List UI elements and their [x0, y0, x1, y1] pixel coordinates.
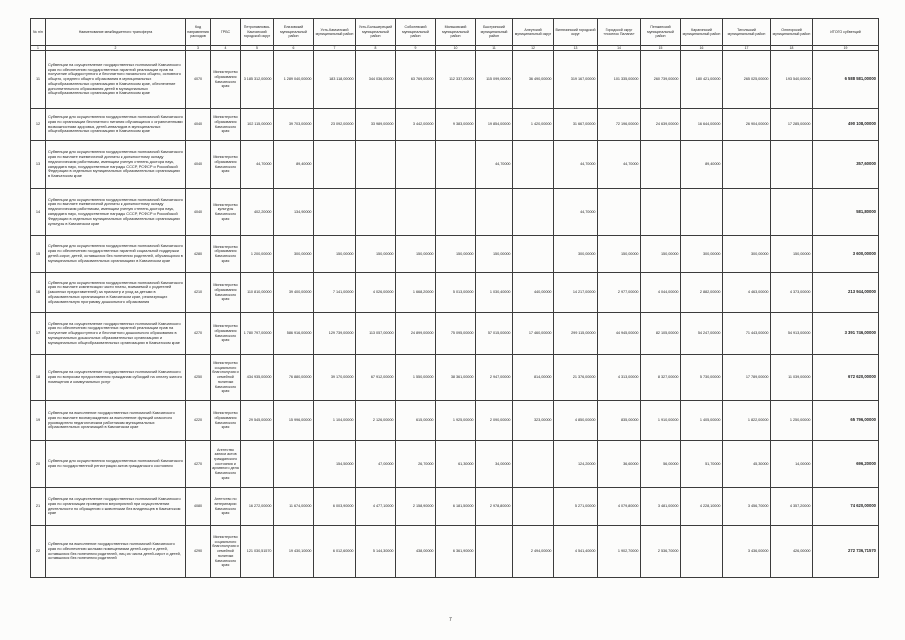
- municipality-amount: 814,00000: [513, 355, 554, 401]
- municipality-amount: [436, 141, 476, 189]
- municipality-amount: [314, 189, 356, 236]
- municipality-amount: 1 822,00000: [723, 401, 771, 441]
- column-header: Олюторский муниципальный район: [771, 19, 813, 46]
- municipality-amount: 89,40000: [274, 141, 314, 189]
- column-number: 16: [681, 46, 723, 51]
- table-row: [31, 526, 879, 578]
- municipality-amount: 26,70000: [396, 441, 436, 488]
- row-total: 696,20000: [813, 441, 879, 488]
- municipality-amount: 115 099,00000: [476, 51, 513, 109]
- municipality-amount: 1 030,40000: [476, 273, 513, 313]
- subvention-name: Субвенции на осуществление государственных полномочий Камчатского края по вопросам предоставления гражданам субсидий на оплату жилого помещения и коммунальных услуг: [46, 355, 186, 401]
- row-number: 17: [31, 313, 46, 355]
- municipality-amount: [513, 488, 554, 526]
- municipality-amount: 11 674,00000: [274, 488, 314, 526]
- municipality-amount: 150,00000: [396, 236, 436, 273]
- column-number: 13: [554, 46, 598, 51]
- grbs-name: Министерство образования Камчатского края: [211, 273, 241, 313]
- table-row: [31, 401, 879, 441]
- expense-code: 4070: [186, 51, 211, 109]
- municipality-amount: [641, 189, 681, 236]
- column-number: 17: [723, 46, 771, 51]
- municipality-amount: 4 477,10000: [356, 488, 396, 526]
- municipality-amount: 1 550,00000: [396, 355, 436, 401]
- municipality-amount: 29 545,00000: [241, 401, 274, 441]
- municipality-amount: 1 200,00000: [241, 236, 274, 273]
- municipality-amount: 4 044,00000: [641, 273, 681, 313]
- municipality-amount: 2 947,00000: [476, 355, 513, 401]
- municipality-amount: 14,00000: [771, 441, 813, 488]
- municipality-amount: 1 925,00000: [436, 401, 476, 441]
- municipality-amount: 44 945,00000: [598, 313, 641, 355]
- municipality-amount: 6 012,60000: [314, 526, 356, 578]
- column-number: 2: [46, 46, 186, 51]
- municipality-amount: [476, 189, 513, 236]
- grbs-name: Министерство образования Камчатского края: [211, 109, 241, 141]
- municipality-amount: 63 769,00000: [396, 51, 436, 109]
- row-total: 3 391 746,00000: [813, 313, 879, 355]
- municipality-amount: 1 250,00000: [771, 401, 813, 441]
- expense-code: 4040: [186, 109, 211, 141]
- municipality-amount: 7 141,00000: [314, 273, 356, 313]
- municipality-amount: 75 095,00000: [436, 313, 476, 355]
- municipality-amount: 4 463,00000: [723, 273, 771, 313]
- column-number: 6: [274, 46, 314, 51]
- municipality-amount: 17 285,00000: [771, 109, 813, 141]
- table-row: [31, 441, 879, 488]
- municipality-amount: [771, 141, 813, 189]
- municipality-amount: 154,50000: [314, 441, 356, 488]
- municipality-amount: 323,00000: [513, 401, 554, 441]
- page-number: 7: [449, 617, 452, 623]
- subvention-name: Субвенции для осуществления государственных полномочий Камчатского края по организации бесплатного питания обучающихся с ограниченными возможностями здоровья, детей-инвалидов в муниципальных общеобразовательных организациях в Камчатском крае: [46, 109, 186, 141]
- municipality-amount: 440,00000: [513, 273, 554, 313]
- row-number: 20: [31, 441, 46, 488]
- column-number: 10: [436, 46, 476, 51]
- column-header: Карагинский муниципальный район: [681, 19, 723, 46]
- municipality-amount: 3 185 312,00000: [241, 51, 274, 109]
- municipality-amount: 4 541,40000: [554, 526, 598, 578]
- municipality-amount: 121 030,51570: [241, 526, 274, 578]
- municipality-amount: 8 327,00000: [641, 355, 681, 401]
- municipality-amount: 124,20000: [554, 441, 598, 488]
- column-number: 18: [771, 46, 813, 51]
- expense-code: 4250: [186, 355, 211, 401]
- municipality-amount: 67 912,00000: [356, 355, 396, 401]
- municipality-amount: 1 910,00000: [641, 401, 681, 441]
- subvention-name: Субвенции для осуществления государственных полномочий Камчатского края по обеспечению государственных гарантий социальной поддержки детей-сирот, детей, оставшихся без попечения родителей, обучающихся в муниципальных образовательных организациях в Камчатском крае: [46, 236, 186, 273]
- municipality-amount: 102 115,00000: [241, 109, 274, 141]
- column-number: 15: [641, 46, 681, 51]
- column-header: Быстринский муниципальный район: [476, 19, 513, 46]
- grbs-name: Министерство образования Камчатского края: [211, 236, 241, 273]
- municipality-amount: 61,30000: [436, 441, 476, 488]
- expense-code: 4080: [186, 488, 211, 526]
- subvention-name: Субвенции на выполнение государственных полномочий Камчатского края по обеспечению жилыми помещениями детей-сирот и детей, оставшихся без попечения родителей, лиц из числа детей-сирот и детей, оставшихся без попечения родителей: [46, 526, 186, 578]
- municipality-amount: 5 144,30000: [356, 526, 396, 578]
- row-total: 65 796,00000: [813, 401, 879, 441]
- subvention-name: Субвенции на выполнение государственных полномочий Камчатского края по выплате вознаграждения за выполнение функций классного руководителя педагогическим работникам муниципальных образовательных организаций в Камчатском крае: [46, 401, 186, 441]
- municipality-amount: 24 639,00000: [641, 109, 681, 141]
- municipality-amount: 9 383,00000: [436, 109, 476, 141]
- municipality-amount: 344 036,00000: [356, 51, 396, 109]
- municipality-amount: 4 228,10000: [681, 488, 723, 526]
- municipality-amount: [356, 189, 396, 236]
- expense-code: 4270: [186, 441, 211, 488]
- municipality-amount: 54 247,00000: [681, 313, 723, 355]
- municipality-amount: 150,00000: [476, 236, 513, 273]
- table-row: [31, 51, 879, 109]
- municipality-amount: 6 003,90000: [314, 488, 356, 526]
- municipality-amount: 835,00000: [598, 401, 641, 441]
- municipality-amount: 56,00000: [641, 441, 681, 488]
- municipality-amount: 112 337,00000: [436, 51, 476, 109]
- row-number: 21: [31, 488, 46, 526]
- expense-code: 4220: [186, 401, 211, 441]
- municipality-amount: 193 540,00000: [771, 51, 813, 109]
- grbs-name: Министерство культуры Камчатского края: [211, 189, 241, 236]
- municipality-amount: 19 854,00000: [476, 109, 513, 141]
- municipality-amount: 11 039,00000: [771, 355, 813, 401]
- row-total: 357,60000: [813, 141, 879, 189]
- municipality-amount: 4 850,00000: [554, 401, 598, 441]
- table-header: [31, 19, 879, 51]
- municipality-amount: 45,30000: [723, 441, 771, 488]
- municipality-amount: [513, 141, 554, 189]
- row-total: 6 588 581,00000: [813, 51, 879, 109]
- row-total: 672 620,00000: [813, 355, 879, 401]
- column-header: Код направления расходов: [186, 19, 211, 46]
- subvention-distribution-table: [30, 18, 879, 578]
- municipality-amount: 2 536,70000: [641, 526, 681, 578]
- municipality-amount: [476, 526, 513, 578]
- municipality-amount: 16 272,00000: [241, 488, 274, 526]
- row-number: 13: [31, 141, 46, 189]
- municipality-amount: 426,00000: [771, 526, 813, 578]
- municipality-amount: 38 361,00000: [436, 355, 476, 401]
- table-row: [31, 313, 879, 355]
- municipality-amount: 19 430,10000: [274, 526, 314, 578]
- column-header: Петропавловск-Камчатский городской округ: [241, 19, 274, 46]
- municipality-amount: 150,00000: [436, 236, 476, 273]
- column-header: Мильковский муниципальный район: [436, 19, 476, 46]
- municipality-amount: 1 289 040,00000: [274, 51, 314, 109]
- row-total: 581,80000: [813, 189, 879, 236]
- municipality-amount: 44,70000: [598, 141, 641, 189]
- municipality-amount: 113 057,00000: [356, 313, 396, 355]
- municipality-amount: 36 490,00000: [513, 51, 554, 109]
- table-row: [31, 236, 879, 273]
- municipality-amount: 402,20000: [241, 189, 274, 236]
- municipality-amount: 72 196,00000: [598, 109, 641, 141]
- municipality-amount: 438,00000: [396, 526, 436, 578]
- municipality-amount: 89,40000: [681, 141, 723, 189]
- municipality-amount: 2 494,00000: [513, 526, 554, 578]
- municipality-amount: 299 115,00000: [554, 313, 598, 355]
- column-number: 9: [396, 46, 436, 51]
- municipality-amount: 36,60000: [598, 441, 641, 488]
- municipality-amount: [274, 441, 314, 488]
- municipality-amount: 33 989,00000: [356, 109, 396, 141]
- column-header: Алеутский муниципальный округ: [513, 19, 554, 46]
- municipality-amount: 15 996,00000: [274, 401, 314, 441]
- row-number: 15: [31, 236, 46, 273]
- column-header: Наименование межбюджетного трансферта: [46, 19, 186, 46]
- municipality-amount: 1 902,70000: [598, 526, 641, 578]
- municipality-amount: 2 126,00000: [356, 401, 396, 441]
- municipality-amount: [396, 141, 436, 189]
- municipality-amount: 3 456,70000: [723, 488, 771, 526]
- municipality-amount: [241, 441, 274, 488]
- table-row: [31, 189, 879, 236]
- subvention-name: Субвенции на осуществление государственных полномочий Камчатского края по обеспечению государственных гарантий реализации прав на получение общедоступного и бесплатного дошкольного образования в муниципальных дошкольных образовательных организациях и муниципальных общеобразовательных организациях в Камчатском крае: [46, 313, 186, 355]
- column-header: ГРБС: [211, 19, 241, 46]
- municipality-amount: 24 899,00000: [396, 313, 436, 355]
- row-total: 213 944,00000: [813, 273, 879, 313]
- municipality-amount: [641, 141, 681, 189]
- municipality-amount: 51,70000: [681, 441, 723, 488]
- municipality-amount: 1 668,20000: [396, 273, 436, 313]
- grbs-name: Министерство образования Камчатского края: [211, 401, 241, 441]
- subvention-name: Субвенции для осуществления государственных полномочий Камчатского края по выплате ежемесячной доплаты к должностному окладу педагогическим работникам, имеющим ученую степень доктора наук, кандидата наук, государственные награды СССР, РСФСР и Российской Федерации в отдельных муниципальных образовательных организациях в Камчатском крае: [46, 141, 186, 189]
- municipality-amount: 4 026,00000: [356, 273, 396, 313]
- municipality-amount: [681, 189, 723, 236]
- municipality-amount: 44,70000: [554, 141, 598, 189]
- column-number: 14: [598, 46, 641, 51]
- municipality-amount: 300,00000: [554, 236, 598, 273]
- column-header: № п/п: [31, 19, 46, 46]
- municipality-amount: 4 357,20000: [771, 488, 813, 526]
- subvention-name: Субвенции на осуществление государственных полномочий Камчатского края по обеспечению государственных гарантий реализации прав на получение общедоступного и бесплатного начального общего, основного общего, среднего общего образования в муниципальных общеобразовательных организациях в Камчатском крае, обеспечение дополнительного образования детей в муниципальных общеобразовательных организациях в Камчатском крае: [46, 51, 186, 109]
- municipality-amount: 300,00000: [681, 236, 723, 273]
- header-row: [31, 19, 879, 46]
- municipality-amount: 300,00000: [274, 236, 314, 273]
- column-number: 8: [356, 46, 396, 51]
- row-total: 490 108,00000: [813, 109, 879, 141]
- municipality-amount: 14 217,00000: [554, 273, 598, 313]
- grbs-name: Министерство образования Камчатского края: [211, 313, 241, 355]
- municipality-amount: 21 376,00000: [554, 355, 598, 401]
- grbs-name: Агентство записи актов гражданского состояния и архивного дела Камчатского края: [211, 441, 241, 488]
- column-number: 12: [513, 46, 554, 51]
- municipality-amount: 44,70000: [476, 141, 513, 189]
- column-header: Городской округ «поселок Палана»: [598, 19, 641, 46]
- municipality-amount: 5 013,00000: [436, 273, 476, 313]
- municipality-amount: 1 405,00000: [681, 401, 723, 441]
- row-number: 19: [31, 401, 46, 441]
- municipality-amount: 150,00000: [356, 236, 396, 273]
- municipality-amount: 57 015,00000: [476, 313, 513, 355]
- municipality-amount: 150,00000: [314, 236, 356, 273]
- grbs-name: Агентство по ветеринарии Камчатского края: [211, 488, 241, 526]
- expense-code: 4210: [186, 273, 211, 313]
- municipality-amount: [356, 141, 396, 189]
- column-number: 5: [241, 46, 274, 51]
- municipality-amount: 3 436,00000: [723, 526, 771, 578]
- expense-code: 4040: [186, 141, 211, 189]
- column-number: 19: [813, 46, 879, 51]
- municipality-amount: 2 978,80000: [476, 488, 513, 526]
- municipality-amount: 3 442,00000: [396, 109, 436, 141]
- grbs-name: Министерство образования Камчатского края: [211, 141, 241, 189]
- municipality-amount: [723, 141, 771, 189]
- municipality-amount: 129 739,00000: [314, 313, 356, 355]
- municipality-amount: 1 780 797,00000: [241, 313, 274, 355]
- municipality-amount: 2 090,00000: [476, 401, 513, 441]
- subvention-name: Субвенции для осуществления государственных полномочий Камчатского края по выплате ежемесячной доплаты к должностному окладу педагогическим работникам, имеющим ученую степень доктора наук, кандидата наук, государственные награды СССР, РСФСР и Российской Федерации в отдельных муниципальных образовательных организациях культуры в Камчатском крае: [46, 189, 186, 236]
- municipality-amount: 44,70000: [554, 189, 598, 236]
- subvention-name: Субвенции на осуществление государственных полномочий Камчатского края по организации проведения мероприятий при осуществлении деятельности по обращению с животными без владельцев в Камчатском крае: [46, 488, 186, 526]
- column-number: 1: [31, 46, 46, 51]
- column-header: Усть-Большерецкий муниципальный район: [356, 19, 396, 46]
- municipality-amount: [771, 189, 813, 236]
- municipality-amount: 183 118,00000: [314, 51, 356, 109]
- municipality-amount: [681, 526, 723, 578]
- municipality-amount: 76 880,00000: [274, 355, 314, 401]
- municipality-amount: 16 644,00000: [681, 109, 723, 141]
- municipality-amount: 54 913,00000: [771, 313, 813, 355]
- row-number: 22: [31, 526, 46, 578]
- column-header: Тигильский муниципальный район: [723, 19, 771, 46]
- municipality-amount: 4 079,80000: [598, 488, 641, 526]
- column-number: 4: [211, 46, 241, 51]
- municipality-amount: 71 443,00000: [723, 313, 771, 355]
- municipality-amount: 150,00000: [771, 236, 813, 273]
- grbs-name: Министерство социального благополучия и семейной политики Камчатского края: [211, 526, 241, 578]
- municipality-amount: 39 703,00000: [274, 109, 314, 141]
- municipality-amount: 5 730,00000: [681, 355, 723, 401]
- municipality-amount: [396, 189, 436, 236]
- row-total: 74 620,00000: [813, 488, 879, 526]
- municipality-amount: 2 882,00000: [681, 273, 723, 313]
- municipality-amount: 134,90000: [274, 189, 314, 236]
- municipality-amount: 180 421,00000: [681, 51, 723, 109]
- municipality-amount: 47,00000: [356, 441, 396, 488]
- municipality-amount: 3 481,00000: [641, 488, 681, 526]
- municipality-amount: 26 904,00000: [723, 109, 771, 141]
- row-number: 12: [31, 109, 46, 141]
- column-number: 7: [314, 46, 356, 51]
- expense-code: 4040: [186, 189, 211, 236]
- column-header: Соболевский муниципальный район: [396, 19, 436, 46]
- municipality-amount: 265 025,00000: [723, 51, 771, 109]
- column-header: Усть-Камчатский муниципальный район: [314, 19, 356, 46]
- municipality-amount: 6 181,50000: [436, 488, 476, 526]
- row-number: 14: [31, 189, 46, 236]
- table-body: [31, 51, 879, 578]
- expense-code: 4270: [186, 313, 211, 355]
- grbs-name: Министерство образования Камчатского края: [211, 51, 241, 109]
- municipality-amount: 4 313,00000: [598, 355, 641, 401]
- municipality-amount: [723, 189, 771, 236]
- municipality-amount: 44,70000: [241, 141, 274, 189]
- municipality-amount: [513, 236, 554, 273]
- municipality-amount: 1 104,00000: [314, 401, 356, 441]
- municipality-amount: 5 271,00000: [554, 488, 598, 526]
- municipality-amount: [436, 189, 476, 236]
- row-number: 16: [31, 273, 46, 313]
- column-number: 11: [476, 46, 513, 51]
- municipality-amount: 586 916,00000: [274, 313, 314, 355]
- municipality-amount: 2 158,90000: [396, 488, 436, 526]
- municipality-amount: 4 373,00000: [771, 273, 813, 313]
- municipality-amount: 150,00000: [598, 236, 641, 273]
- municipality-amount: 319 167,00000: [554, 51, 598, 109]
- column-header: Вилючинский городской округ: [554, 19, 598, 46]
- grbs-name: Министерство социального благополучия и семейной политики Камчатского края: [211, 355, 241, 401]
- municipality-amount: 39 400,00000: [274, 273, 314, 313]
- municipality-amount: 17 789,00000: [723, 355, 771, 401]
- table-row: [31, 141, 879, 189]
- municipality-amount: 2 977,00000: [598, 273, 641, 313]
- municipality-amount: [513, 441, 554, 488]
- municipality-amount: 615,00000: [396, 401, 436, 441]
- subvention-name: Субвенции для осуществления государственных полномочий Камчатского края по государственной регистрации актов гражданского состояния: [46, 441, 186, 488]
- municipality-amount: [513, 189, 554, 236]
- municipality-amount: 17 460,00000: [513, 313, 554, 355]
- municipality-amount: 31 667,00000: [554, 109, 598, 141]
- municipality-amount: 260 739,00000: [641, 51, 681, 109]
- row-number: 11: [31, 51, 46, 109]
- table-row: [31, 109, 879, 141]
- table-row: [31, 355, 879, 401]
- expense-code: 4290: [186, 526, 211, 578]
- municipality-amount: 300,00000: [723, 236, 771, 273]
- row-total: 272 736,71570: [813, 526, 879, 578]
- row-total: 3 600,00000: [813, 236, 879, 273]
- table-row: [31, 273, 879, 313]
- municipality-amount: 110 810,00000: [241, 273, 274, 313]
- municipality-amount: 150,00000: [641, 236, 681, 273]
- municipality-amount: 101 335,00000: [598, 51, 641, 109]
- municipality-amount: 34,00000: [476, 441, 513, 488]
- column-header: Елизовский муниципальный район: [274, 19, 314, 46]
- municipality-amount: [598, 189, 641, 236]
- municipality-amount: 82 105,00000: [641, 313, 681, 355]
- row-number: 18: [31, 355, 46, 401]
- municipality-amount: 23 092,00000: [314, 109, 356, 141]
- expense-code: 4280: [186, 236, 211, 273]
- municipality-amount: 434 935,00000: [241, 355, 274, 401]
- column-number: 3: [186, 46, 211, 51]
- table-row: [31, 488, 879, 526]
- municipality-amount: 1 420,00000: [513, 109, 554, 141]
- subvention-name: Субвенции для осуществления государственных полномочий Камчатского края по выплате компенсации части платы, взимаемой с родителей (законных представителей) за присмотр и уход за детьми в образовательных организациях в Камчатском крае, реализующих образовательную программу дошкольного образования: [46, 273, 186, 313]
- column-header: ИТОГО субвенций: [813, 19, 879, 46]
- municipality-amount: 39 170,00000: [314, 355, 356, 401]
- column-header: Пенжинский муниципальный район: [641, 19, 681, 46]
- municipality-amount: [314, 141, 356, 189]
- municipality-amount: 6 361,90000: [436, 526, 476, 578]
